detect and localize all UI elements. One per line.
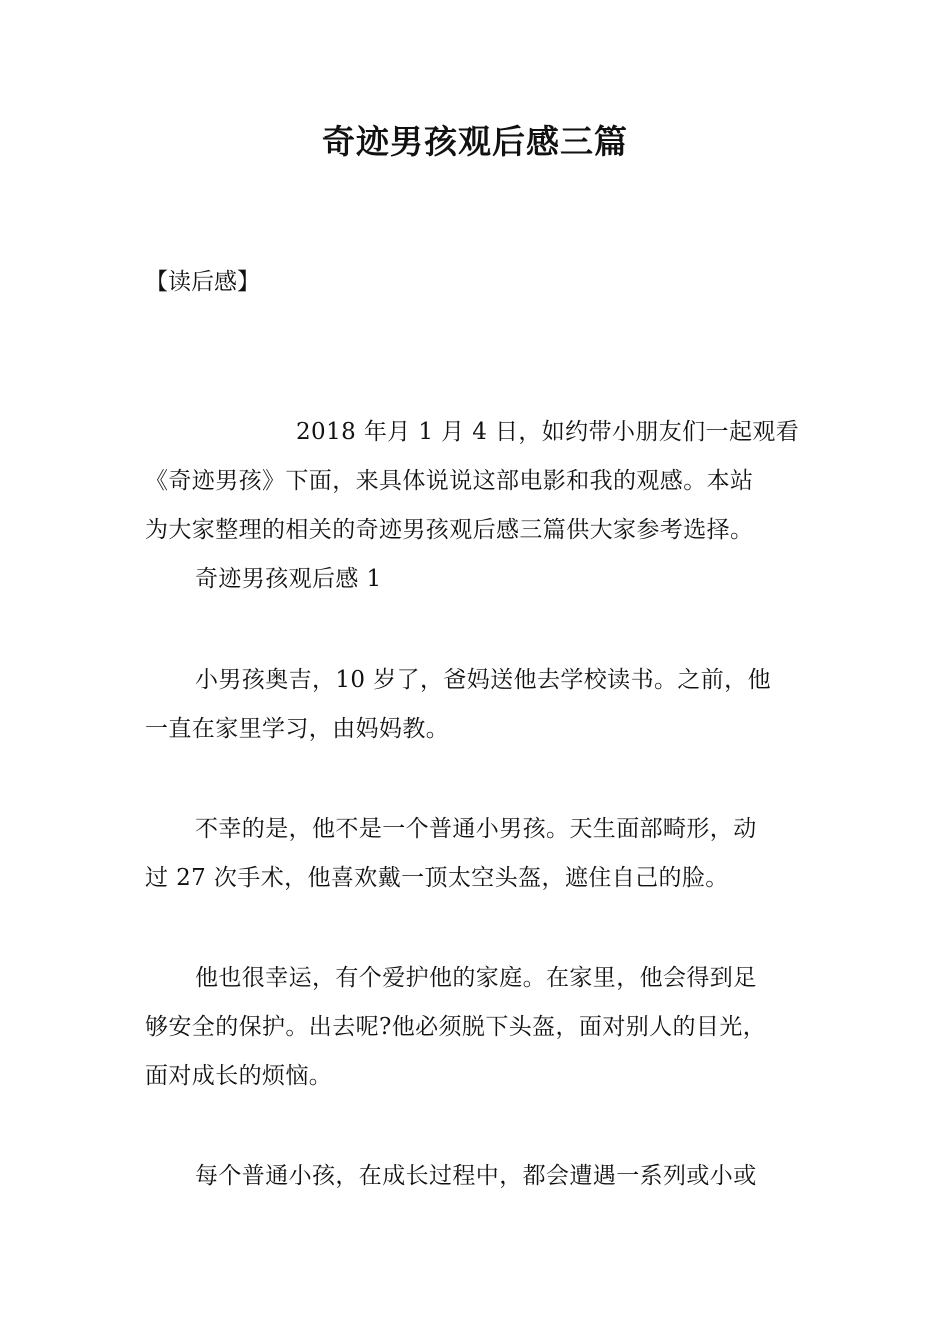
paragraph-line: 小男孩奥吉，10 岁了，爸妈送他去学校读书。之前，他 xyxy=(195,667,771,693)
intro-line: 2018 年月 1 月 4 日，如约带小朋友们一起观看 xyxy=(296,419,800,445)
paragraph-line: 他也很幸运，有个爱护他的家庭。在家里，他会得到足 xyxy=(195,965,757,991)
intro-line: 《奇迹男孩》下面，来具体说说这部电影和我的观感。本站 xyxy=(145,468,754,494)
intro-line: 为大家整理的相关的奇迹男孩观后感三篇供大家参考选择。 xyxy=(145,517,754,543)
paragraph-line: 一直在家里学习，由妈妈教。 xyxy=(145,716,450,742)
essay-heading: 奇迹男孩观后感 1 xyxy=(195,566,382,592)
paragraph-line: 够安全的保护。出去呢?他必须脱下头盔，面对别人的目光， xyxy=(145,1014,767,1040)
section-label: 【读后感】 xyxy=(145,269,260,295)
paragraph-line: 过 27 次手术，他喜欢戴一顶太空头盔，遮住自己的脸。 xyxy=(145,865,729,891)
paragraph-line: 每个普通小孩，在成长过程中，都会遭遇一系列或小或 xyxy=(195,1163,757,1189)
paragraph-line: 不幸的是，他不是一个普通小男孩。天生面部畸形，动 xyxy=(195,816,757,842)
paragraph-line: 面对成长的烦恼。 xyxy=(145,1063,333,1089)
document-title: 奇迹男孩观后感三篇 xyxy=(322,122,628,161)
